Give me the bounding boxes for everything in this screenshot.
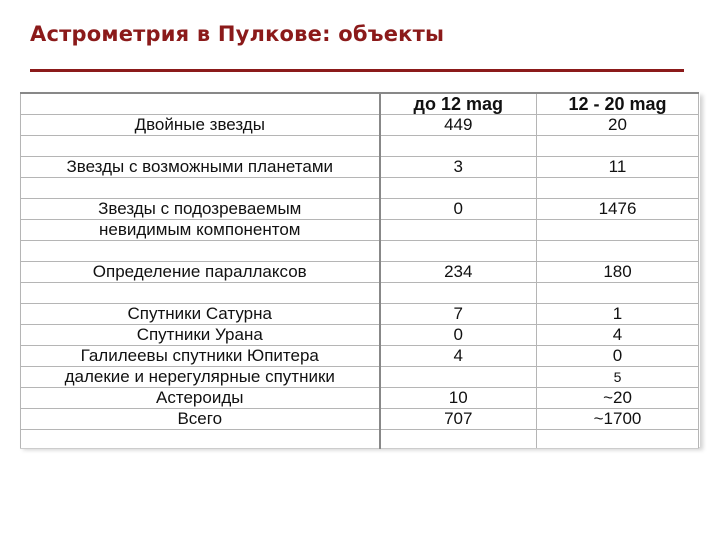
cell-asteroids-mag20: ~20	[537, 388, 699, 409]
row-label-uranus-moons: Спутники Урана	[21, 325, 380, 346]
table-spacer-row	[21, 136, 699, 157]
row-label-saturn-moons: Спутники Сатурна	[21, 304, 380, 325]
table-row	[21, 346, 699, 367]
cell-planet-candidates-mag20: 11	[537, 157, 699, 178]
header-empty-cell	[21, 93, 380, 115]
cell-parallaxes-mag12: 234	[380, 262, 537, 283]
objects-table	[20, 92, 699, 449]
table-spacer-row	[21, 241, 699, 262]
cell-uranus-moons-mag12: 0	[380, 325, 537, 346]
title-divider	[30, 69, 684, 72]
cell-saturn-moons-mag12: 7	[380, 304, 537, 325]
table-row	[21, 199, 699, 220]
table-row	[21, 115, 699, 136]
slide-title: Астрометрия в Пулкове: объекты	[30, 22, 445, 46]
row-label-irregular-moons: далекие и нерегулярные спутники	[21, 367, 380, 388]
cell-uranus-moons-mag20: 4	[537, 325, 699, 346]
header-up-to-12-mag: до 12 mag	[380, 93, 537, 115]
cell-asteroids-mag12: 10	[380, 388, 537, 409]
table-spacer-row	[21, 178, 699, 199]
objects-table-container	[20, 92, 700, 447]
cell-parallaxes-mag20: 180	[537, 262, 699, 283]
table-header-row	[21, 93, 699, 115]
row-label-asteroids: Астероиды	[21, 388, 380, 409]
cell-invisible-companion-mag20: 1476	[537, 199, 699, 220]
cell-saturn-moons-mag20: 1	[537, 304, 699, 325]
table-row	[21, 220, 699, 241]
table-row	[21, 388, 699, 409]
cell-irregular-moons-mag12	[380, 367, 537, 388]
row-label-total: Всего	[21, 409, 380, 430]
cell-planet-candidates-mag12: 3	[380, 157, 537, 178]
cell-total-mag20: ~1700	[537, 409, 699, 430]
row-label-parallaxes: Определение параллаксов	[21, 262, 380, 283]
table-row	[21, 157, 699, 178]
cell-total-mag12: 707	[380, 409, 537, 430]
cell-double-stars-mag12: 449	[380, 115, 537, 136]
table-row	[21, 304, 699, 325]
header-12-20-mag: 12 - 20 mag	[537, 93, 699, 115]
cell-double-stars-mag20: 20	[537, 115, 699, 136]
cell-irregular-moons-mag20: 5	[537, 367, 699, 388]
table-row	[21, 325, 699, 346]
row-label-invisible-companion-line2: невидимым компонентом	[21, 220, 380, 241]
row-label-planet-candidates: Звезды с возможными планетами	[21, 157, 380, 178]
row-label-invisible-companion-line1: Звезды с подозреваемым	[21, 199, 380, 220]
table-row	[21, 409, 699, 430]
cell-invisible-companion-mag12: 0	[380, 199, 537, 220]
row-label-double-stars: Двойные звезды	[21, 115, 380, 136]
cell-galilean-moons-mag12: 4	[380, 346, 537, 367]
table-spacer-row	[21, 283, 699, 304]
table-row	[21, 262, 699, 283]
cell-galilean-moons-mag20: 0	[537, 346, 699, 367]
row-label-galilean-moons: Галилеевы спутники Юпитера	[21, 346, 380, 367]
table-spacer-row	[21, 430, 699, 449]
table-row	[21, 367, 699, 388]
